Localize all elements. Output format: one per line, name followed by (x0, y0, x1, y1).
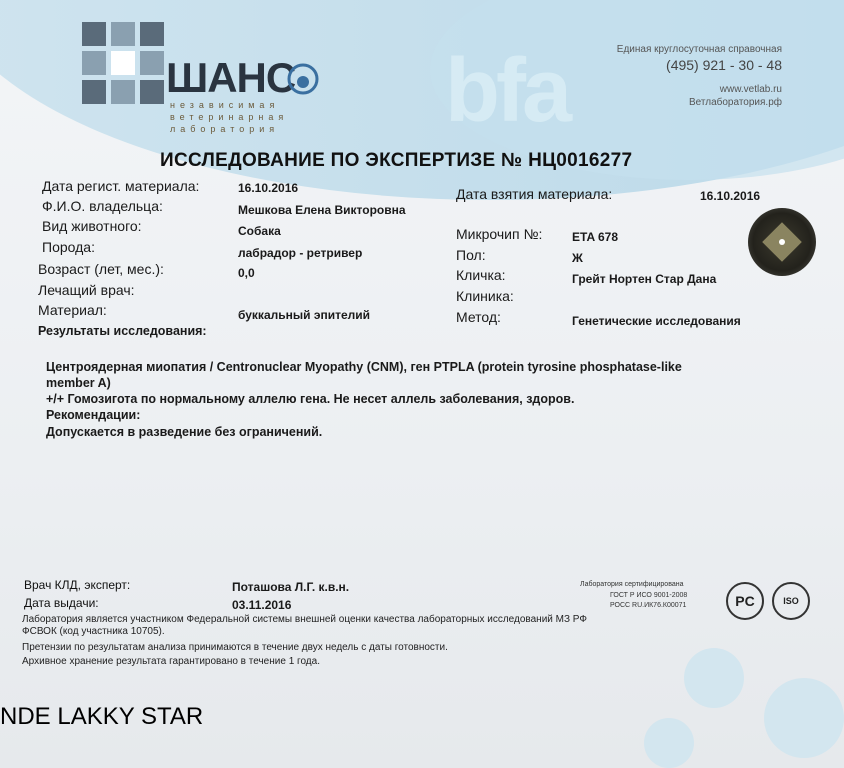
iso-cert-label: ISO (783, 596, 799, 606)
flask-icon (286, 62, 320, 96)
field-label-registration-date: Дата регист. материала: (42, 178, 200, 194)
field-value-microchip: ETA 678 (572, 230, 619, 244)
footer-note-4: Архивное хранение результата гарантировано в течение 1 года. (22, 656, 320, 667)
field-value-owner: Мешкова Елена Викторовна (238, 203, 406, 217)
website-link-2[interactable]: Ветлаборатория.рф (688, 97, 782, 108)
cert-note-3: РОСС RU.ИК76.К00071 (610, 602, 687, 609)
field-label-sex: Пол: (456, 247, 486, 263)
recommendation-text: Допускается в разведение без ограничений. (46, 425, 323, 439)
issue-date-label: Дата выдачи: (24, 596, 99, 610)
logo-subtitle-3: лаборатория (170, 124, 280, 134)
result-line-3: +/+ Гомозигота по нормальному аллелю гена. Не несет аллель заболевания, здоров. (46, 392, 575, 406)
watermark-text: NDE LAKKY STAR (0, 703, 204, 730)
result-line-1: Центроядерная миопатия / Centronuclear Myopathy (CNM), ген PTPLA (protein tyrosine phosphatase-like (46, 360, 682, 374)
iso-cert-icon (772, 582, 810, 620)
field-label-name: Кличка: (456, 267, 506, 283)
footer-note-3: Претензии по результатам анализа принимаются в течение двух недель с даты готовности. (22, 642, 448, 653)
field-label-sample-date: Дата взятия материала: (456, 186, 613, 202)
footer-note-2: ФСВОК (код участника 10705). (22, 626, 165, 637)
logo-subtitle-1: независимая (170, 100, 280, 110)
rst-cert-label: PC (735, 593, 755, 609)
issue-date-value: 03.11.2016 (232, 598, 292, 612)
field-value-method: Генетические исследования (572, 314, 741, 328)
footer-note-1: Лаборатория является участником Федеральной системы внешней оценки качества лабораторных исследований МЗ РФ (22, 614, 587, 625)
field-value-species: Собака (238, 224, 281, 238)
field-label-vet: Лечащий врач: (38, 282, 135, 298)
cert-note-1: Лаборатория сертифицирована (580, 581, 684, 588)
field-label-owner: Ф.И.О. владельца: (42, 198, 163, 214)
field-value-material: буккальный эпителий (238, 308, 370, 322)
expert-label: Врач КЛД, эксперт: (24, 578, 131, 592)
lab-logo-text: ШАНС (166, 54, 296, 101)
lab-logo-icon (82, 22, 164, 104)
field-label-microchip: Микрочип №: (456, 226, 543, 242)
result-line-2: member A) (46, 376, 111, 390)
background-logo-mark: bfa (445, 41, 568, 141)
field-label-method: Метод: (456, 309, 501, 325)
corner-decoration (624, 638, 844, 768)
field-value-sex: Ж (572, 251, 583, 265)
field-label-material: Материал: (38, 302, 107, 318)
recommendations-heading: Рекомендации: (46, 408, 141, 422)
cert-note-2: ГОСТ Р ИСО 9001-2008 (610, 592, 688, 599)
field-value-sample-date: 16.10.2016 (700, 189, 761, 203)
field-label-age: Возраст (лет, мес.): (38, 261, 164, 277)
results-heading: Результаты исследования: (38, 324, 207, 338)
logo-subtitle-2: ветеринарная (170, 112, 289, 122)
field-value-age: 0,0 (238, 266, 255, 280)
field-value-name: Грейт Нортен Стар Дана (572, 272, 717, 286)
field-value-breed: лабрадор - ретривер (238, 246, 363, 260)
hotline-label: Единая круглосуточная справочная (616, 44, 782, 55)
field-label-clinic: Клиника: (456, 288, 514, 304)
website-link-1[interactable]: www.vetlab.ru (719, 84, 782, 95)
expert-value: Поташова Л.Г. к.в.н. (232, 580, 350, 594)
hotline-phone: (495) 921 - 30 - 48 (666, 57, 782, 73)
rst-cert-icon (726, 582, 764, 620)
field-label-species: Вид животного: (42, 218, 142, 234)
hologram-sticker (748, 208, 816, 276)
field-label-breed: Порода: (42, 239, 95, 255)
field-value-registration-date: 16.10.2016 (238, 181, 299, 195)
document-title: ИССЛЕДОВАНИЕ ПО ЭКСПЕРТИЗЕ № НЦ0016277 (160, 150, 633, 171)
